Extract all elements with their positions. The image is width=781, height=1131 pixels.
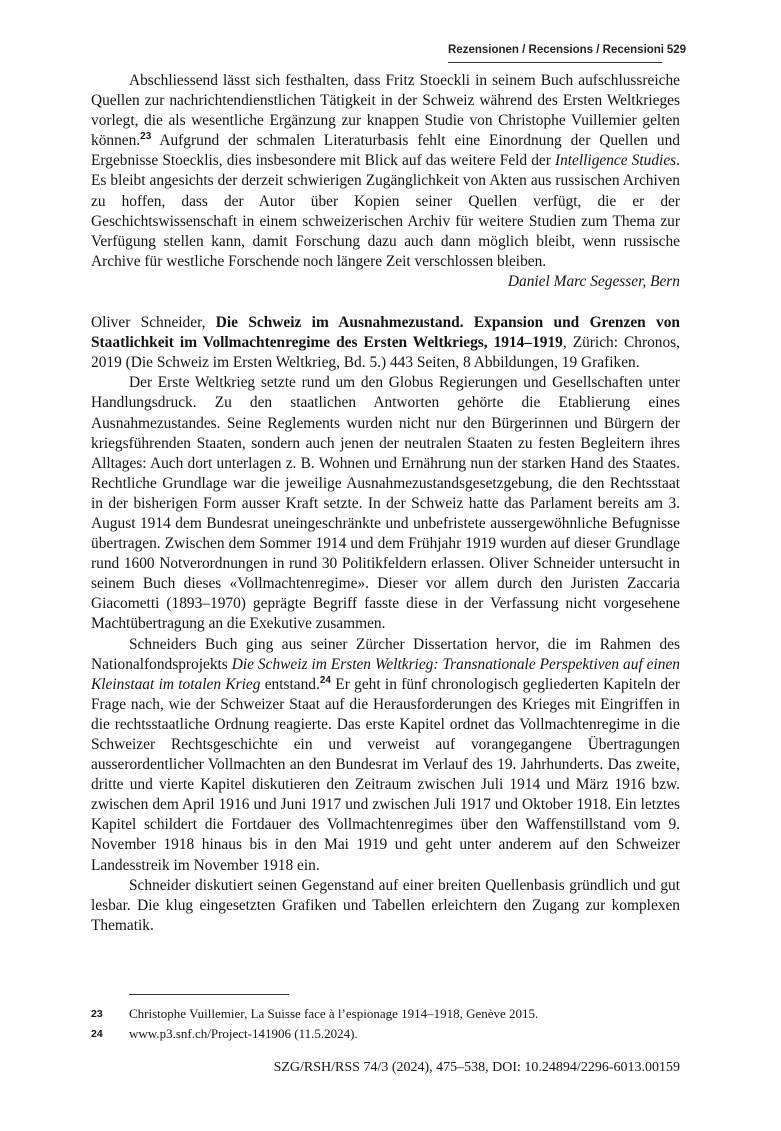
book-title: Die Schweiz im Ausnahmezustand. Expansion und Grenzen von Staatlichkeit im Vollmachtenregime des Ersten Weltkriegs, 1914–1919 [91, 314, 680, 352]
footnote-ref-23[interactable]: 23 [140, 131, 152, 143]
project-title: Die Schweiz im Ersten Weltkrieg: Transnationale Perspektiven auf einen Kleinstaat im totalen Krieg [91, 655, 680, 693]
footnote-rule [129, 994, 289, 995]
review2-citation [91, 313, 680, 373]
footnote-24 [91, 1024, 680, 1044]
text-run: . Es bleibt angesichts der derzeit schwierigen Zugänglichkeit von Akten aus russischen Archiven zu hoffen, dass der Autor über Kopien seiner Quellen verfügt, die er der Geschichtswissenschaft in einem schweizerischen Archiv für weitere Studien zum Thema zur Verfügung stellen kann, damit Forschung dazu auch dann möglich bleibt, wenn russische Archive für westliche Forschende noch längere Zeit verschlossen bleiben. [91, 152, 680, 270]
book-author: Oliver Schneider, [91, 314, 216, 332]
page-number: 529 [666, 44, 686, 56]
footnote-ref-24[interactable]: 24 [319, 674, 331, 686]
review1-paragraph [91, 71, 680, 272]
text-run: entstand. [260, 675, 320, 693]
footnote-number: 24 [91, 1028, 103, 1040]
text-run: Er geht in fünf chronologisch gegliederten Kapiteln der Frage nach, wie der Schweizer Staat auf die Herausforderungen des Krieges mit Eingriffen in die rechtsstaatliche Ordnung reagierte. Das erste Kapitel ordnet das Vollmachtenregime in die Schweizer Rechtsgeschichte ein und verweist auf vorangegangene Übertragungen ausserordentlicher Vollmachten an den Bundesrat im Verlauf des 19. Jahrhunderts. Das zweite, dritte und vierte Kapitel diskutieren den Zeitraum zwischen Juli 1914 und März 1916 bzw. zwischen dem April 1916 und Juni 1917 und zwischen Juli 1917 und Oktober 1918. Ein letztes Kapitel schildert die Fortdauer des Vollmachtenregimes über den Waffenstillstand vom 9. November 1918 hinaus bis in den Mai 1919 und geht unter anderem auf den Schweizer Landesstreik im November 1918 ein. [91, 675, 680, 874]
footnote-text: Christophe Vuillemier, La Suisse face à l’espionage 1914–1918, Genève 2015. [129, 1006, 539, 1021]
review2-paragraph-1: Der Erste Weltkrieg setzte rund um den Globus Regierungen und Gesellschaften unter Handlungsdruck. Zu den staatlichen Antworten gehörte die Etablierung eines Ausnahmezustandes. Seine Reglements wurden nicht nur den Bürgerinnen und Bürgern der kriegsführenden Staaten, sondern auch jenen der neutralen Staaten zu festen Begleitern ihres Alltages: Auch dort unterlagen z. B. Wohnen und Ernährung nun der starken Hand des Staates. Rechtliche Grundlage war die jeweilige Ausnahmezustandsgesetzgebung, die den Rechtsstaat in der bisherigen Form ausser Kraft setzte. In der Schweiz hatte das Parlament bereits am 3. August 1914 dem Bundesrat uneingeschränkte und unbefristete aussergewöhnliche Befugnisse übertragen. Zwischen dem Sommer 1914 und dem Frühjahr 1919 wurden auf dieser Grundlage rund 1600 Notverordnungen in rund 30 Politikfeldern erlassen. Oliver Schneider untersucht in seinem Buch dieses «Vollmachtenregime». Dieser vor allem durch den Juristen Zaccaria Giacometti (1893–1970) geprägte Begriff fasste diese in der Verfassung nicht vorgesehene Machtübertragung an die Exekutive zusammen. [91, 374, 680, 633]
italic-term: Intelligence Studies [554, 152, 677, 170]
reviewer-signature: Daniel Marc Segesser, Bern [507, 272, 680, 290]
footnote-number: 23 [91, 1008, 103, 1020]
text-run: Aufgrund der schmalen Literaturbasis fehlt eine Einordnung der Quellen und Ergebnisse Stoecklis, dies insbesondere mit Blick auf das weitere Feld der [91, 132, 680, 170]
footnotes [91, 994, 680, 1044]
review2-paragraph-3: Schneider diskutiert seinen Gegenstand auf einer breiten Quellenbasis gründlich und gut lesbar. Die klug eingesetzten Grafiken und Tabellen erleichtern den Zugang zur komplexen Thematik. [91, 876, 680, 934]
footnote-23 [91, 1004, 680, 1024]
review2-paragraph-2 [91, 635, 680, 876]
text-run: Schneiders Buch ging aus seiner Zürcher Dissertation hervor, die im Rahmen des Nationalfondsprojekts [91, 635, 680, 673]
text-run: Abschliessend lässt sich festhalten, dass Fritz Stoeckli in seinem Buch aufschlussreiche Quellen zur nachrichtendienstlichen Tätigkeit in der Schweiz während des Ersten Weltkrieges vorlegt, die als wesentliche Ergänzung zur knappen Studie von Christophe Vuillemier gelten können. [91, 72, 680, 150]
header-rule [448, 62, 662, 63]
section-title: Rezensionen / Recensions / Recensioni [448, 44, 665, 56]
section-gap [91, 292, 680, 313]
book-bibliographic-info: , Zürich: Chronos, 2019 (Die Schweiz im Ersten Weltkrieg, Bd. 5.) 443 Seiten, 8 Abbildungen, 19 Grafiken. [91, 334, 681, 372]
footnote-text[interactable]: www.p3.snf.ch/Project-141906 (11.5.2024). [129, 1026, 358, 1041]
journal-citation-footer: SZG/RSH/RSS 74/3 (2024), 475–538, DOI: 10.24894/2296-6013.00159 [273, 1060, 680, 1075]
main-text [91, 71, 680, 936]
